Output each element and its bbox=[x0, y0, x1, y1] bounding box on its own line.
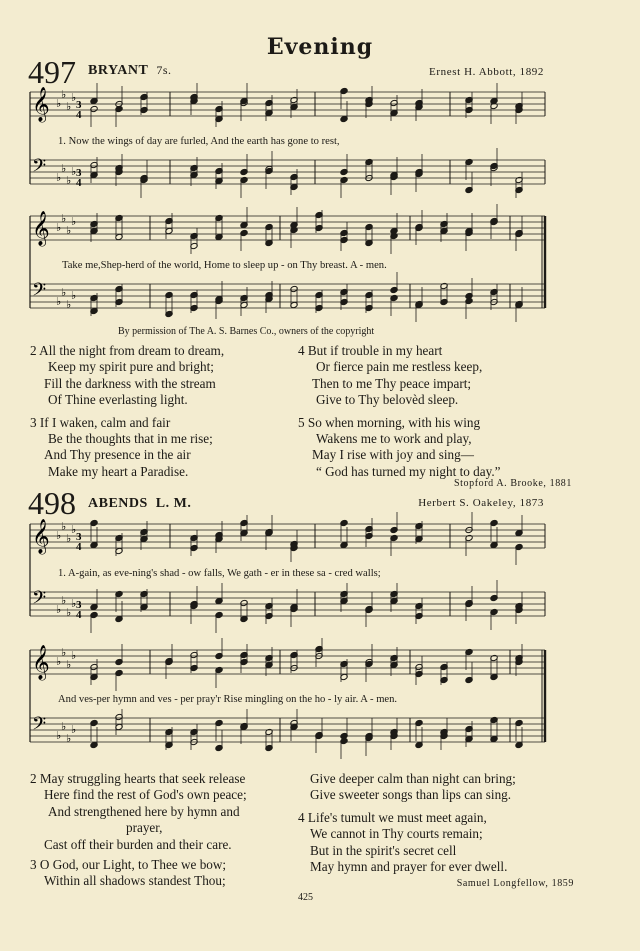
flat-icon: ♭ bbox=[71, 649, 77, 662]
flat-icon: ♭ bbox=[61, 520, 67, 533]
treble-clef-icon: 𝄞 bbox=[32, 211, 50, 246]
flat-icon: ♭ bbox=[71, 597, 77, 610]
verse-line: 5 So when morning, with his wing bbox=[298, 414, 481, 430]
flat-icon: ♭ bbox=[56, 729, 62, 742]
flat-icon: ♭ bbox=[66, 658, 72, 671]
flat-icon: ♭ bbox=[61, 212, 67, 225]
flat-icon: ♭ bbox=[56, 603, 62, 616]
verse-line: Then to me Thy peace impart; bbox=[312, 375, 472, 391]
verse-line: Wakens me to work and play, bbox=[316, 431, 472, 447]
flat-icon: ♭ bbox=[71, 723, 77, 736]
verse-line: 4 Life's tumult we must meet again, bbox=[298, 809, 487, 825]
verse-line: We cannot in Thy courts remain; bbox=[310, 826, 483, 842]
hymn-number: 497 bbox=[28, 54, 76, 90]
verse-line: Within all shadows standest Thou; bbox=[44, 873, 226, 889]
flat-icon: ♭ bbox=[56, 295, 62, 308]
time-signature: 3 bbox=[76, 599, 82, 611]
time-signature: 3 bbox=[76, 531, 82, 543]
time-signature: 4 bbox=[76, 177, 82, 189]
lyric-line: 1. Now the wings of day are furled, And the earth has gone to rest, bbox=[58, 136, 340, 147]
verse-line: Be the thoughts that in me rise; bbox=[48, 431, 213, 447]
flat-icon: ♭ bbox=[61, 286, 67, 299]
meter: 7s. bbox=[156, 63, 172, 77]
verse-line: prayer, bbox=[126, 820, 163, 836]
verse-line: 3 If I waken, calm and fair bbox=[30, 414, 171, 430]
treble-clef-icon: 𝄞 bbox=[32, 519, 50, 554]
flat-icon: ♭ bbox=[66, 224, 72, 237]
verse-line: 2 All the night from dream to dream, bbox=[30, 343, 225, 358]
lyric-line: And ves-per hymn and ves - per pray'r Rise mingling on the ho - ly air. A - men. bbox=[58, 694, 398, 705]
flat-icon: ♭ bbox=[66, 606, 72, 619]
verse-line: Keep my spirit pure and bright; bbox=[48, 359, 214, 375]
verse-line: “ God has turned my night to day.” bbox=[316, 463, 501, 479]
verse-line: And Thy presence in the air bbox=[44, 447, 191, 463]
verse-author: Stopford A. Brooke, 1881 bbox=[453, 478, 572, 489]
verse-line: 3 O God, our Light, to Thee we bow; bbox=[30, 857, 227, 873]
treble-clef-icon: 𝄞 bbox=[32, 87, 50, 122]
verse-line: Give deeper calm than night can bring; bbox=[310, 771, 516, 786]
flat-icon: ♭ bbox=[71, 289, 77, 302]
bass-clef-icon: 𝄢 bbox=[32, 588, 47, 613]
hymn-author: Herbert S. Oakeley, 1873 bbox=[418, 497, 544, 509]
flat-icon: ♭ bbox=[56, 97, 62, 110]
time-signature: 3 bbox=[76, 167, 82, 179]
verse-line: Make my heart a Paradise. bbox=[48, 463, 189, 479]
flat-icon: ♭ bbox=[61, 594, 67, 607]
flat-icon: ♭ bbox=[66, 174, 72, 187]
flat-icon: ♭ bbox=[61, 720, 67, 733]
verses-right bbox=[298, 343, 500, 480]
time-signature: 4 bbox=[76, 109, 82, 121]
tune-name: BRYANT 7s. bbox=[88, 63, 172, 78]
time-signature: 4 bbox=[76, 541, 82, 553]
verses-right bbox=[298, 771, 516, 875]
verse-line: May hymn and prayer for ever dwell. bbox=[310, 859, 508, 875]
bass-clef-icon: 𝄢 bbox=[32, 156, 47, 181]
verse-line: Or fierce pain me restless keep, bbox=[316, 359, 483, 375]
flat-icon: ♭ bbox=[56, 655, 62, 668]
verse-line: And strengthened here by hymn and bbox=[48, 803, 240, 819]
flat-icon: ♭ bbox=[56, 171, 62, 184]
copyright-credit: By permission of The A. S. Barnes Co., owners of the copyright bbox=[118, 326, 375, 337]
flat-icon: ♭ bbox=[66, 732, 72, 745]
section-title: Evening bbox=[266, 34, 374, 60]
verses-left bbox=[30, 771, 247, 890]
flat-icon: ♭ bbox=[61, 646, 67, 659]
flat-icon: ♭ bbox=[56, 529, 62, 542]
meter: L. M. bbox=[155, 496, 192, 511]
verse-line: 2 May struggling hearts that seek release bbox=[30, 771, 246, 786]
verse-line: 4 But if trouble in my heart bbox=[298, 343, 443, 358]
treble-clef-icon: 𝄞 bbox=[32, 645, 50, 680]
verse-line: Give to Thy belovèd sleep. bbox=[316, 392, 459, 408]
flat-icon: ♭ bbox=[61, 162, 67, 175]
page-number: 425 bbox=[298, 892, 313, 903]
flat-icon: ♭ bbox=[71, 165, 77, 178]
lyric-line: Take me,Shep-herd of the world, Home to sleep up - on Thy breast. A - men. bbox=[62, 260, 387, 271]
flat-icon: ♭ bbox=[66, 298, 72, 311]
verse-line: Of Thine everlasting light. bbox=[48, 392, 188, 408]
flat-icon: ♭ bbox=[71, 523, 77, 536]
verse-line: Cast off their burden and their care. bbox=[44, 836, 232, 852]
tune-name: ABENDS L. M. bbox=[88, 496, 192, 511]
flat-icon: ♭ bbox=[61, 88, 67, 101]
verse-line: Fill the darkness with the stream bbox=[44, 375, 216, 391]
bass-clef-icon: 𝄢 bbox=[32, 714, 47, 739]
flat-icon: ♭ bbox=[56, 221, 62, 234]
flat-icon: ♭ bbox=[66, 100, 72, 113]
flat-icon: ♭ bbox=[71, 91, 77, 104]
verse-line: But in the spirit's secret cell bbox=[310, 842, 457, 858]
lyric-line: 1. A-gain, as eve-ning's shad - ow falls, We gath - er in these sa - cred walls; bbox=[58, 568, 381, 579]
hymn-number: 498 bbox=[28, 485, 76, 521]
time-signature: 3 bbox=[76, 99, 82, 111]
verse-author: Samuel Longfellow, 1859 bbox=[456, 878, 574, 889]
time-signature: 4 bbox=[76, 609, 82, 621]
bass-clef-icon: 𝄢 bbox=[32, 280, 47, 305]
hymn-author: Ernest H. Abbott, 1892 bbox=[429, 66, 544, 78]
verses-left bbox=[30, 343, 224, 480]
flat-icon: ♭ bbox=[71, 215, 77, 228]
verse-line: Give sweeter songs than lips can sing. bbox=[310, 787, 512, 803]
flat-icon: ♭ bbox=[66, 532, 72, 545]
verse-line: Here find the rest of God's own peace; bbox=[44, 787, 247, 803]
verse-line: May I rise with joy and sing— bbox=[312, 447, 474, 463]
